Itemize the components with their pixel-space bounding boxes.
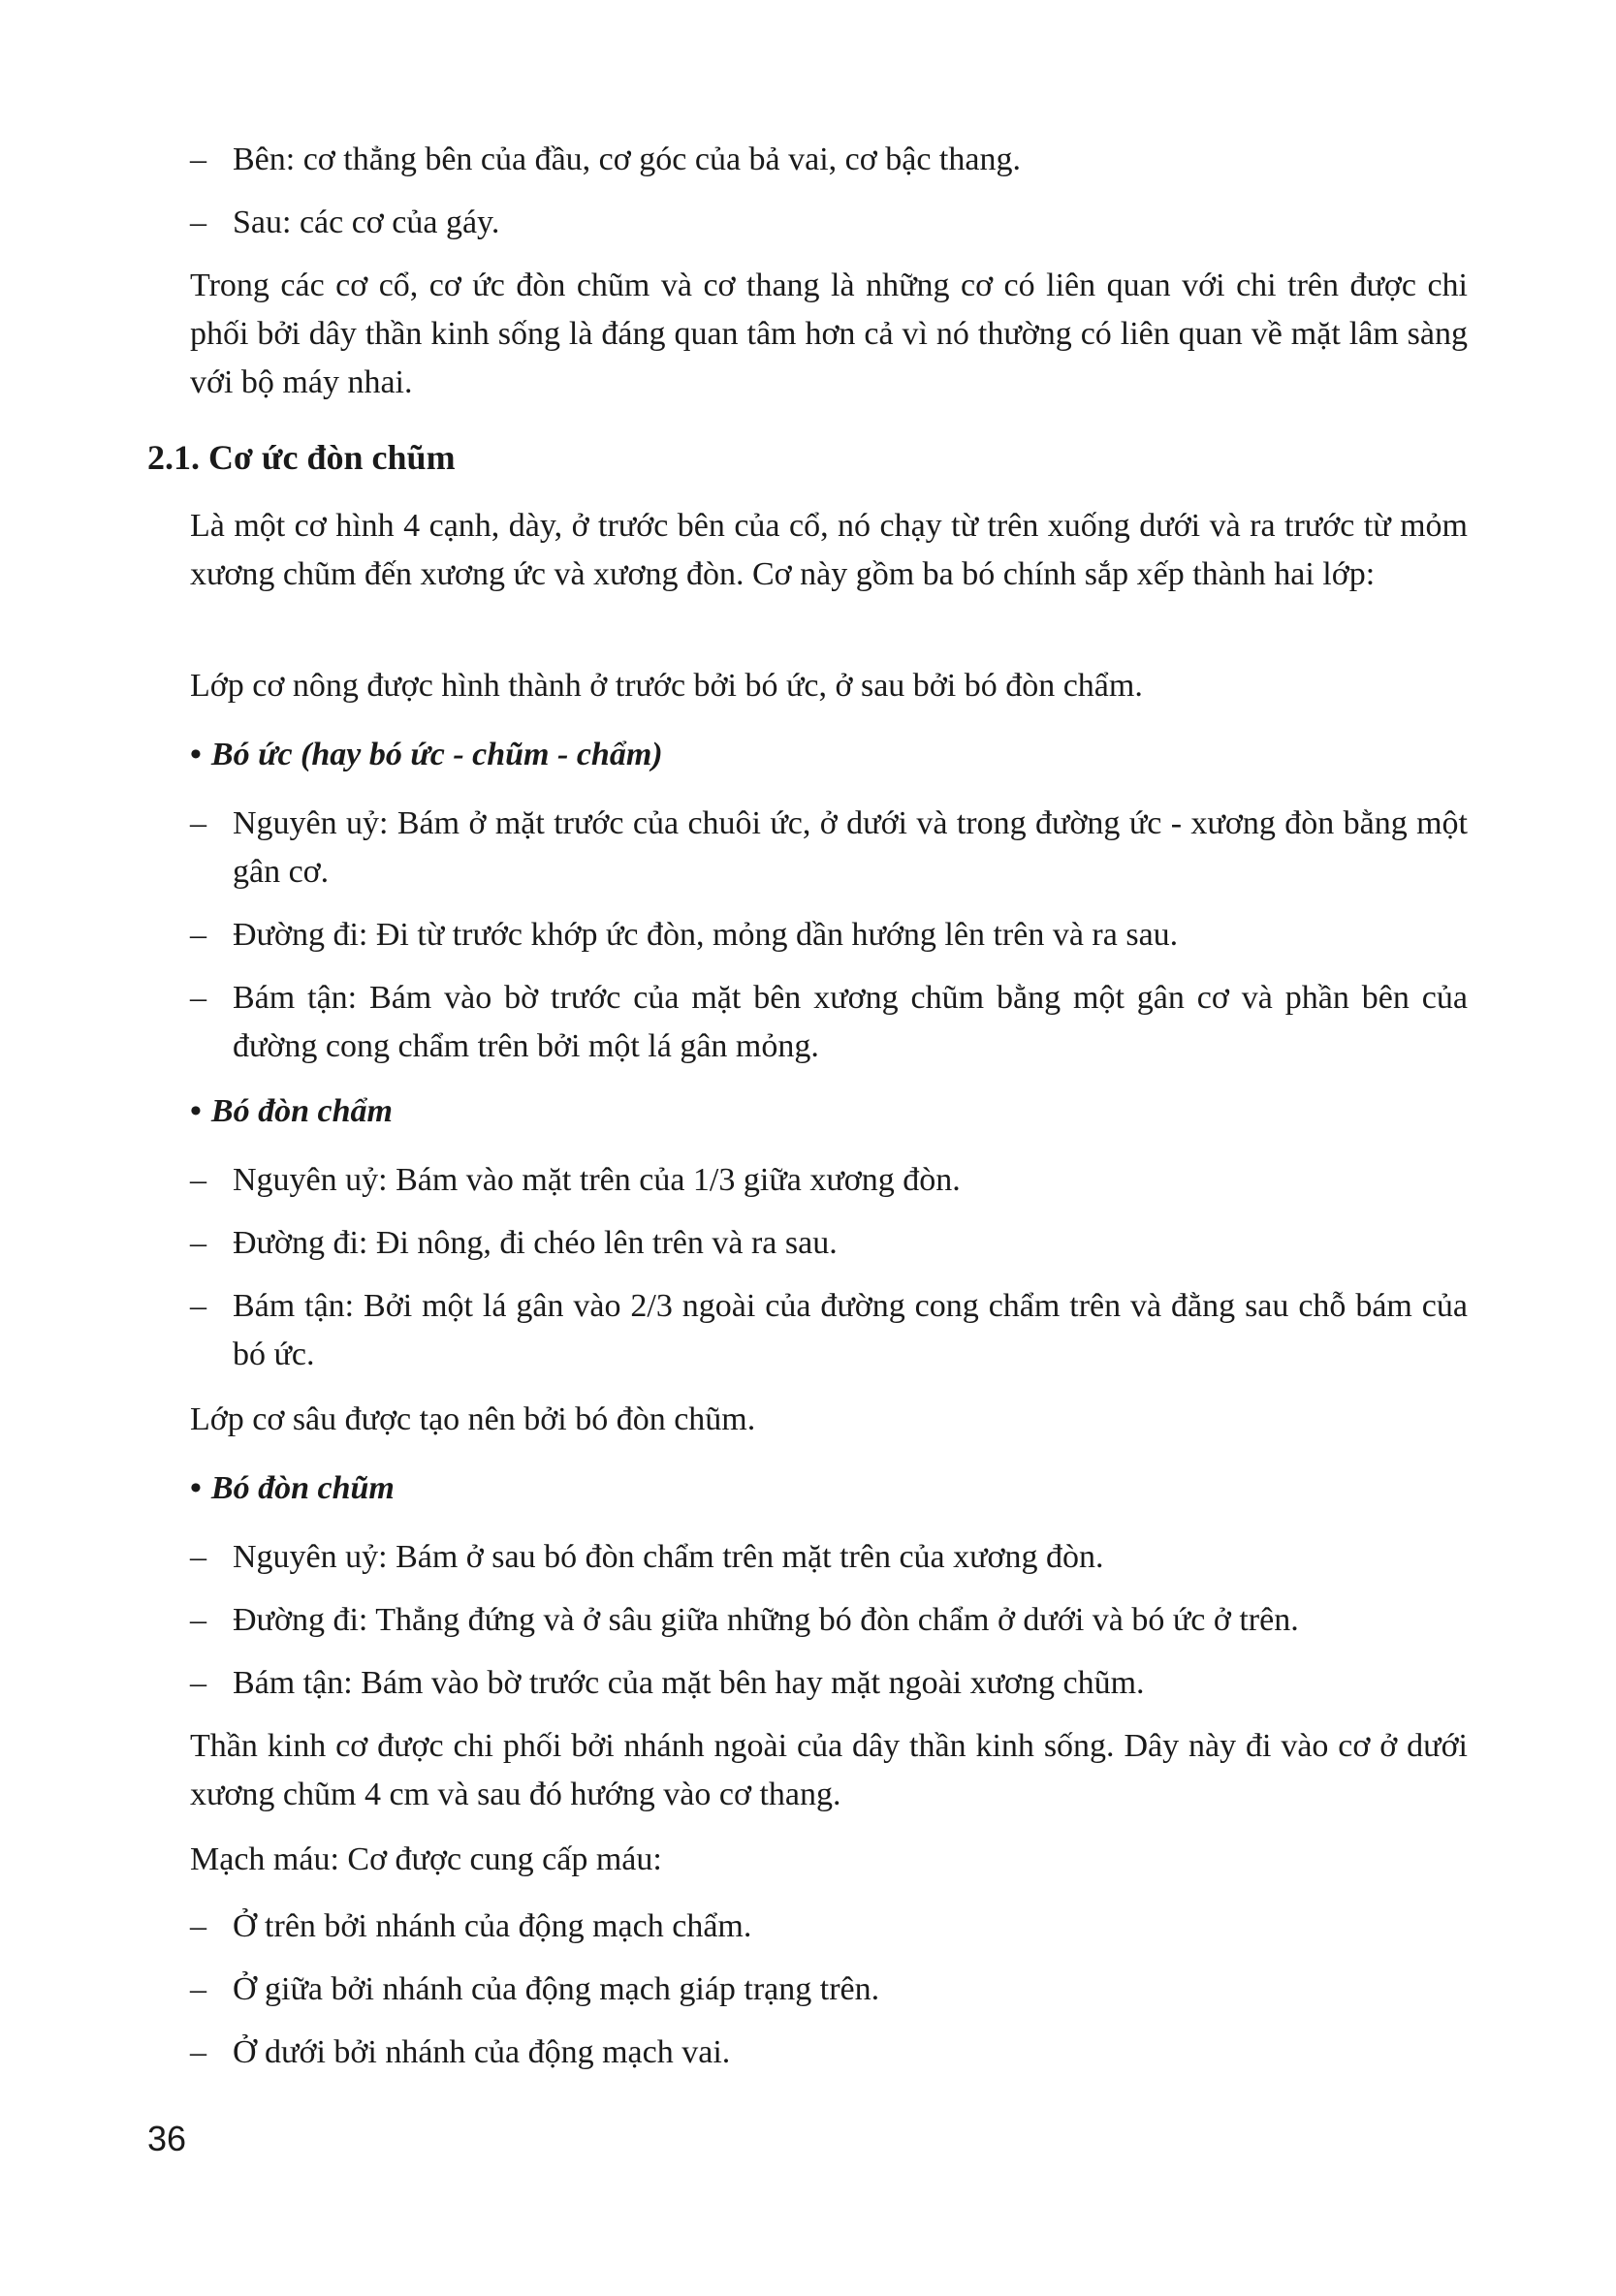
dash-marker: – (190, 980, 206, 1016)
bundle-heading (190, 731, 663, 779)
dash-marker: – (190, 1288, 206, 1324)
list-item-text: Bám tận: Bởi một lá gân vào 2/3 ngoài của đường cong chẩm trên và đằng sau chỗ bám của bó ức. (233, 1288, 1468, 1372)
bundle-heading (190, 1087, 393, 1136)
deep-layer-text: Lớp cơ sâu được tạo nên bởi bó đòn chũm. (190, 1401, 756, 1437)
dash-marker: – (190, 805, 206, 841)
list-item (190, 1596, 1468, 1645)
dash-marker: – (190, 1665, 206, 1701)
list-item-text: Ở trên bởi nhánh của động mạch chẩm. (233, 1908, 752, 1944)
list-item-text: Sau: các cơ của gáy. (233, 204, 500, 240)
list-item-text: Đường đi: Đi nông, đi chéo lên trên và ra sau. (233, 1225, 838, 1261)
bundle-title: Bó ức (hay bó ức - chũm - chẩm) (210, 737, 663, 772)
list-item (190, 1659, 1468, 1708)
list-item (190, 1156, 1468, 1205)
bundle-title: Bó đòn chũm (210, 1470, 395, 1506)
list-item-text: Nguyên uỷ: Bám ở sau bó đòn chẩm trên mặt trên của xương đòn. (233, 1539, 1104, 1575)
list-item (190, 1282, 1468, 1379)
dash-marker: – (190, 1908, 206, 1944)
superficial-layer-text: Lớp cơ nông được hình thành ở trước bởi bó ức, ở sau bởi bó đòn chẩm. (190, 668, 1143, 704)
dash-marker: – (190, 1971, 206, 2007)
dash-marker: – (190, 204, 206, 240)
list-item-text: Nguyên uỷ: Bám ở mặt trước của chuôi ức, ở dưới và trong đường ức - xương đòn bằng một gân cơ. (233, 805, 1468, 890)
list-item (190, 1533, 1468, 1582)
list-item (190, 2029, 1468, 2077)
nerve-paragraph: Thần kinh cơ được chi phối bởi nhánh ngoài của dây thần kinh sống. Dây này đi vào cơ ở dưới xương chũm 4 cm và sau đó hướng vào cơ thang. (190, 1728, 1468, 1812)
blood-supply-intro: Mạch máu: Cơ được cung cấp máu: (190, 1841, 662, 1877)
list-item (190, 1966, 1468, 2014)
bullet-marker: • (190, 1470, 202, 1506)
section-paragraph: Là một cơ hình 4 cạnh, dày, ở trước bên của cổ, nó chạy từ trên xuống dưới và ra trước từ mỏm xương chũm đến xương ức và xương đòn. Cơ này gồm ba bó chính sắp xếp thành hai lớp: (190, 508, 1468, 592)
list-item-text: Bám tận: Bám vào bờ trước của mặt bên hay mặt ngoài xương chũm. (233, 1665, 1145, 1701)
list-item-text: Ở dưới bởi nhánh của động mạch vai. (233, 2034, 731, 2070)
bullet-marker: • (190, 1093, 202, 1129)
bundle-title: Bó đòn chẩm (210, 1093, 393, 1129)
list-item-text: Đường đi: Thẳng đứng và ở sâu giữa những bó đòn chẩm ở dưới và bó ức ở trên. (233, 1602, 1299, 1638)
section-heading: 2.1. Cơ ức đòn chũm (147, 438, 456, 477)
dash-marker: – (190, 917, 206, 953)
list-item (190, 199, 1468, 247)
dash-marker: – (190, 1539, 206, 1575)
dash-marker: – (190, 1225, 206, 1261)
dash-marker: – (190, 1162, 206, 1198)
list-item-text: Bên: cơ thẳng bên của đầu, cơ góc của bả vai, cơ bậc thang. (233, 142, 1021, 177)
page-number: 36 (147, 2119, 187, 2158)
list-item-text: Nguyên uỷ: Bám vào mặt trên của 1/3 giữa xương đòn. (233, 1162, 961, 1198)
list-item (190, 974, 1468, 1071)
list-item (190, 800, 1468, 896)
list-item (190, 136, 1468, 184)
list-item (190, 911, 1468, 959)
list-item (190, 1903, 1468, 1951)
bullet-marker: • (190, 737, 202, 772)
dash-marker: – (190, 142, 206, 177)
list-item-text: Đường đi: Đi từ trước khớp ức đòn, mỏng dần hướng lên trên và ra sau. (233, 917, 1179, 953)
dash-marker: – (190, 1602, 206, 1638)
bundle-heading (190, 1464, 395, 1513)
dash-marker: – (190, 2034, 206, 2070)
list-item-text: Bám tận: Bám vào bờ trước của mặt bên xương chũm bằng một gân cơ và phần bên của đường cong chẩm trên bởi một lá gân mỏng. (233, 980, 1468, 1064)
list-item (190, 1219, 1468, 1268)
list-item-text: Ở giữa bởi nhánh của động mạch giáp trạng trên. (233, 1971, 880, 2007)
intro-paragraph: Trong các cơ cổ, cơ ức đòn chũm và cơ thang là những cơ có liên quan với chi trên được chi phối bởi dây thần kinh sống là đáng quan tâm hơn cả vì nó thường có liên quan về mặt lâm sàng với bộ máy nhai. (190, 267, 1468, 400)
